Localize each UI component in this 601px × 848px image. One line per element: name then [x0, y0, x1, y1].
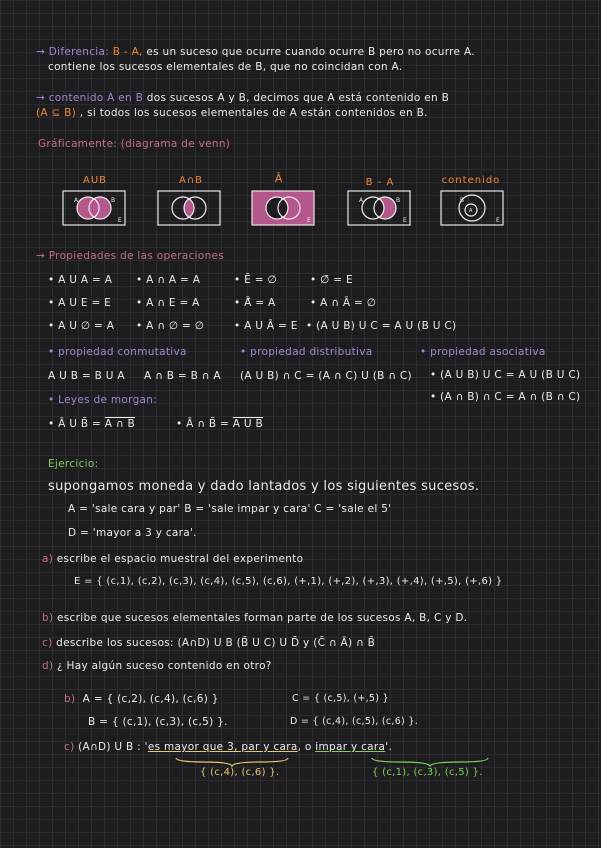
answer-b-A: b) A = { (c,2), (c,4), (c,6) } [64, 693, 219, 705]
diferencia-term: → Diferencia: [36, 46, 110, 58]
propiedades-heading: → Propiedades de las operaciones [36, 250, 225, 262]
ejercicio-intro: supongamos moneda y dado lantados y los siguientes sucesos. [48, 479, 480, 494]
prop-2-4: • A ∩ Ā = ∅ [310, 297, 377, 309]
venn-subset-diagram [440, 190, 504, 226]
venn-difference-diagram [347, 190, 411, 226]
prop-1-3: • Ē = ∅ [234, 274, 277, 286]
prop-3-3: • A U Ā = E [234, 320, 298, 332]
svg-text:B: B [396, 197, 401, 204]
svg-text:E: E [118, 217, 122, 224]
diferencia-formula: B - A, [112, 46, 143, 58]
question-b: b) escribe que sucesos elementales forman parte de los sucesos A, B, C y D. [42, 612, 468, 624]
ejercicio-heading: Ejercicio: [48, 458, 99, 470]
venn-label-difference: B - A [365, 177, 395, 188]
answer-set-2: { (c,1), (c,3), (c,5) }. [372, 767, 483, 778]
prop-title-asociativa: • propiedad asociativa [420, 346, 546, 358]
svg-text:A: A [469, 208, 473, 214]
venn-label-subset: contenido [441, 175, 501, 186]
answer-c-part-1: es mayor que 3, par y cara [147, 741, 298, 753]
question-d: d) ¿ Hay algún suceso contenido en otro? [42, 660, 272, 672]
prop-1-4: • ∅̄ = E [310, 274, 353, 286]
graficamente-heading: Gráficamente: (diagrama de venn) [38, 138, 231, 150]
venn-label-complement: Ā [274, 172, 284, 185]
asociativa-union: • (A U B) U C = A U (B U C) [430, 369, 581, 381]
contenido-term: → contenido A en B [36, 92, 144, 104]
diferencia-text: es un suceso que ocurre cuando ocurre B pero no ocurre A. [146, 46, 475, 58]
morgan-law-1: • Ā U B̄ = A ∩ B [48, 418, 136, 430]
venn-intersection-diagram [157, 190, 221, 226]
answer-c-part-2: impar y cara [315, 741, 386, 753]
svg-text:E: E [496, 217, 500, 224]
asociativa-interseccion: • (A ∩ B) ∩ C = A ∩ (B ∩ C) [430, 391, 581, 403]
contenido-text: dos sucesos A y B, decimos que A está contenido en B [146, 92, 450, 104]
contenido-notation: (A ⊆ B) [36, 107, 77, 119]
conmutativa-interseccion: A ∩ B = B ∩ A [144, 370, 221, 382]
answer-b-C: C = { (c,5), (+,5) } [292, 693, 389, 704]
contenido-line-2 [36, 107, 428, 119]
prop-3-4: • (A U B) U C = A U (B U C) [306, 320, 457, 332]
question-a: a) escribe el espacio muestral del experimento [42, 553, 304, 565]
contenido-line-1 [36, 92, 449, 104]
answer-b-B: B = { (c,1), (c,3), (c,5) }. [88, 716, 228, 728]
distributiva-formula: (A U B) ∩ C = (A ∩ C) U (B ∩ C) [240, 370, 412, 382]
svg-text:B: B [460, 197, 465, 204]
ejercicio-def-2: D = 'mayor a 3 y cara'. [68, 527, 197, 539]
diferencia-line-2: contiene los sucesos elementales de B, que no coincidan con A. [48, 61, 403, 73]
svg-text:B: B [111, 197, 116, 204]
prop-title-distributiva: • propiedad distributiva [240, 346, 373, 358]
morgan-heading: • Leyes de morgan: [48, 394, 158, 406]
venn-union-diagram [62, 190, 126, 226]
espacio-muestral: E = { (c,1), (c,2), (c,3), (c,4), (c,5), (c,6), (+,1), (+,2), (+,3), (+,4), (+,5), (+,6) } [74, 576, 503, 587]
contenido-text-2: , si todos los sucesos elementales de A están contenidos en B. [79, 107, 428, 119]
svg-text:E: E [403, 217, 407, 224]
answer-b-D: D = { (c,4), (c,5), (c,6) }. [290, 716, 419, 727]
svg-text:A: A [74, 197, 79, 204]
question-c: c) describe los sucesos: (A∩D) U B (B̄ U C) U D̄ y (C̄ ∩ Ā) ∩ B̄ [42, 637, 376, 649]
svg-text:A: A [359, 197, 364, 204]
venn-label-intersection: A∩B [178, 175, 204, 186]
prop-3-2: • A ∩ ∅ = ∅ [136, 320, 205, 332]
prop-1-1: • A U A = A [48, 274, 113, 286]
conmutativa-union: A U B = B U A [48, 370, 125, 382]
prop-2-1: • A U E = E [48, 297, 112, 309]
ejercicio-def-1: A = 'sale cara y par' B = 'sale impar y cara' C = 'sale el 5' [68, 503, 392, 515]
morgan-law-2: • Ā ∩ B̄ = A U B [176, 418, 264, 430]
prop-3-1: • A U ∅ = A [48, 320, 115, 332]
answer-c: c) (A∩D) U B : 'es mayor que 3, par y cara, o impar y cara'. [64, 741, 393, 753]
prop-title-conmutativa: • propiedad conmutativa [48, 346, 187, 358]
venn-label-union: AUB [82, 175, 108, 186]
diferencia-line-1 [36, 46, 475, 58]
prop-1-2: • A ∩ A = A [136, 274, 201, 286]
prop-2-3: • Ā̄ = A [234, 297, 276, 309]
answer-set-1: { (c,4), (c,6) }. [200, 767, 280, 778]
venn-complement-diagram [251, 190, 315, 226]
svg-text:E: E [307, 217, 311, 224]
prop-2-2: • A ∩ E = A [136, 297, 200, 309]
